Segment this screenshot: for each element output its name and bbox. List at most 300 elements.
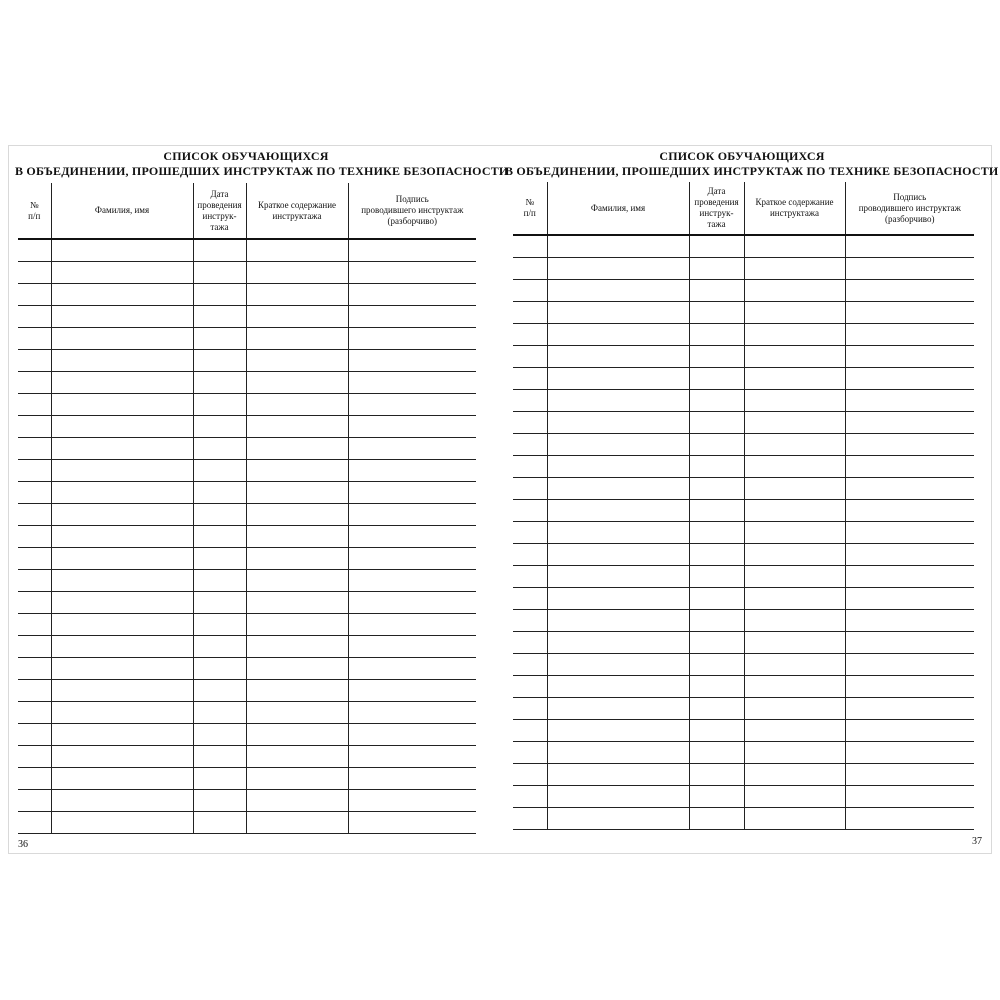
cell-content[interactable] [744, 566, 845, 588]
cell-signature[interactable] [845, 346, 974, 368]
table-row [513, 742, 974, 764]
cell-content[interactable] [744, 258, 845, 280]
cell-content[interactable] [246, 460, 348, 482]
cell-content[interactable] [744, 742, 845, 764]
cell-content[interactable] [246, 636, 348, 658]
cell-number[interactable] [513, 742, 547, 764]
cell-name[interactable] [547, 235, 689, 258]
cell-content[interactable] [744, 588, 845, 610]
cell-signature[interactable] [348, 548, 476, 570]
cell-name[interactable] [547, 742, 689, 764]
cell-number[interactable] [18, 239, 51, 262]
cell-number[interactable] [513, 456, 547, 478]
cell-signature[interactable] [845, 742, 974, 764]
cell-name[interactable] [547, 544, 689, 566]
cell-name[interactable] [547, 456, 689, 478]
cell-date[interactable] [193, 724, 246, 746]
cell-content[interactable] [246, 239, 348, 262]
cell-name[interactable] [51, 570, 193, 592]
cell-name[interactable] [51, 306, 193, 328]
cell-number[interactable] [513, 324, 547, 346]
table-row [18, 504, 476, 526]
cell-content[interactable] [246, 262, 348, 284]
table-row [513, 676, 974, 698]
cell-content[interactable] [246, 416, 348, 438]
cell-signature[interactable] [845, 720, 974, 742]
cell-number[interactable] [513, 786, 547, 808]
cell-name[interactable] [51, 614, 193, 636]
cell-name[interactable] [51, 790, 193, 812]
cell-date[interactable] [193, 438, 246, 460]
page-title [505, 149, 999, 179]
cell-number[interactable] [18, 636, 51, 658]
cell-date[interactable] [193, 262, 246, 284]
cell-number[interactable] [18, 284, 51, 306]
cell-content[interactable] [246, 724, 348, 746]
cell-date[interactable] [193, 416, 246, 438]
cell-date[interactable] [193, 680, 246, 702]
cell-date[interactable] [193, 328, 246, 350]
cell-signature[interactable] [845, 280, 974, 302]
cell-date[interactable] [689, 764, 744, 786]
cell-date[interactable] [193, 394, 246, 416]
cell-signature[interactable] [348, 570, 476, 592]
column-header-name: Фамилия, имя [51, 183, 193, 239]
cell-date[interactable] [689, 368, 744, 390]
cell-date[interactable] [193, 614, 246, 636]
cell-name[interactable] [51, 812, 193, 834]
cell-content[interactable] [744, 324, 845, 346]
briefing-table [513, 182, 974, 830]
table-row [18, 284, 476, 306]
cell-signature[interactable] [348, 680, 476, 702]
cell-date[interactable] [689, 720, 744, 742]
cell-number[interactable] [18, 768, 51, 790]
column-header-date: Дата проведения инструк- тажа [689, 182, 744, 235]
cell-number[interactable] [18, 438, 51, 460]
cell-date[interactable] [193, 372, 246, 394]
table-row [513, 412, 974, 434]
cell-date[interactable] [193, 570, 246, 592]
cell-name[interactable] [51, 416, 193, 438]
cell-number[interactable] [513, 676, 547, 698]
cell-number[interactable] [513, 258, 547, 280]
column-header-number: № п/п [18, 183, 51, 239]
cell-content[interactable] [246, 680, 348, 702]
cell-content[interactable] [744, 478, 845, 500]
cell-date[interactable] [689, 566, 744, 588]
cell-name[interactable] [547, 566, 689, 588]
cell-date[interactable] [193, 460, 246, 482]
cell-number[interactable] [18, 658, 51, 680]
column-header-signature: Подпись проводившего инструктаж (разборчиво) [348, 183, 476, 239]
cell-number[interactable] [513, 544, 547, 566]
cell-date[interactable] [193, 790, 246, 812]
cell-date[interactable] [689, 434, 744, 456]
cell-signature[interactable] [348, 416, 476, 438]
table-row [18, 526, 476, 548]
cell-name[interactable] [547, 434, 689, 456]
cell-number[interactable] [513, 522, 547, 544]
cell-content[interactable] [744, 390, 845, 412]
cell-signature[interactable] [348, 460, 476, 482]
cell-signature[interactable] [348, 746, 476, 768]
cell-signature[interactable] [845, 390, 974, 412]
cell-date[interactable] [689, 588, 744, 610]
cell-date[interactable] [689, 786, 744, 808]
cell-signature[interactable] [845, 632, 974, 654]
cell-name[interactable] [547, 698, 689, 720]
cell-number[interactable] [18, 460, 51, 482]
cell-name[interactable] [547, 764, 689, 786]
cell-signature[interactable] [348, 328, 476, 350]
cell-signature[interactable] [348, 724, 476, 746]
cell-content[interactable] [246, 482, 348, 504]
cell-name[interactable] [51, 482, 193, 504]
cell-signature[interactable] [348, 526, 476, 548]
cell-number[interactable] [18, 416, 51, 438]
cell-name[interactable] [547, 368, 689, 390]
cell-content[interactable] [246, 328, 348, 350]
cell-name[interactable] [51, 328, 193, 350]
cell-content[interactable] [744, 434, 845, 456]
cell-name[interactable] [547, 720, 689, 742]
cell-date[interactable] [689, 610, 744, 632]
cell-number[interactable] [513, 500, 547, 522]
cell-name[interactable] [51, 460, 193, 482]
cell-number[interactable] [513, 632, 547, 654]
cell-name[interactable] [547, 808, 689, 830]
cell-name[interactable] [547, 346, 689, 368]
cell-content[interactable] [246, 768, 348, 790]
cell-content[interactable] [744, 280, 845, 302]
cell-date[interactable] [689, 346, 744, 368]
cell-number[interactable] [513, 346, 547, 368]
cell-date[interactable] [193, 306, 246, 328]
cell-signature[interactable] [348, 372, 476, 394]
cell-content[interactable] [744, 764, 845, 786]
cell-content[interactable] [246, 790, 348, 812]
cell-number[interactable] [18, 504, 51, 526]
table-row [18, 350, 476, 372]
cell-number[interactable] [18, 526, 51, 548]
cell-content[interactable] [246, 592, 348, 614]
cell-date[interactable] [689, 280, 744, 302]
cell-date[interactable] [689, 698, 744, 720]
cell-date[interactable] [193, 812, 246, 834]
cell-date[interactable] [689, 500, 744, 522]
cell-signature[interactable] [348, 636, 476, 658]
table-row [513, 258, 974, 280]
cell-name[interactable] [51, 438, 193, 460]
cell-number[interactable] [18, 394, 51, 416]
cell-date[interactable] [689, 632, 744, 654]
cell-content[interactable] [246, 526, 348, 548]
cell-date[interactable] [193, 239, 246, 262]
cell-number[interactable] [18, 328, 51, 350]
title-line-2: В ОБЪЕДИНЕНИИ, ПРОШЕДШИХ ИНСТРУКТАЖ ПО ТЕХНИКЕ БЕЗОПАСНОСТИ [15, 164, 509, 178]
cell-date[interactable] [689, 258, 744, 280]
cell-number[interactable] [18, 790, 51, 812]
cell-content[interactable] [744, 720, 845, 742]
cell-name[interactable] [51, 372, 193, 394]
cell-signature[interactable] [845, 764, 974, 786]
cell-name[interactable] [51, 680, 193, 702]
cell-number[interactable] [18, 372, 51, 394]
cell-date[interactable] [689, 324, 744, 346]
cell-content[interactable] [744, 786, 845, 808]
cell-name[interactable] [547, 258, 689, 280]
cell-number[interactable] [18, 702, 51, 724]
cell-date[interactable] [193, 768, 246, 790]
cell-signature[interactable] [845, 566, 974, 588]
cell-content[interactable] [744, 346, 845, 368]
cell-content[interactable] [744, 654, 845, 676]
cell-signature[interactable] [348, 812, 476, 834]
cell-number[interactable] [513, 610, 547, 632]
cell-date[interactable] [193, 350, 246, 372]
cell-number[interactable] [18, 350, 51, 372]
cell-name[interactable] [51, 658, 193, 680]
cell-content[interactable] [744, 500, 845, 522]
cell-content[interactable] [246, 394, 348, 416]
cell-name[interactable] [547, 302, 689, 324]
cell-signature[interactable] [845, 412, 974, 434]
cell-name[interactable] [547, 280, 689, 302]
cell-signature[interactable] [348, 658, 476, 680]
cell-content[interactable] [246, 306, 348, 328]
cell-number[interactable] [18, 812, 51, 834]
cell-number[interactable] [513, 390, 547, 412]
cell-signature[interactable] [348, 482, 476, 504]
cell-number[interactable] [18, 262, 51, 284]
cell-signature[interactable] [845, 368, 974, 390]
cell-signature[interactable] [845, 456, 974, 478]
cell-date[interactable] [193, 702, 246, 724]
cell-name[interactable] [51, 746, 193, 768]
cell-name[interactable] [51, 636, 193, 658]
cell-content[interactable] [744, 808, 845, 830]
cell-number[interactable] [513, 588, 547, 610]
cell-date[interactable] [193, 504, 246, 526]
cell-name[interactable] [547, 654, 689, 676]
cell-date[interactable] [689, 654, 744, 676]
cell-number[interactable] [513, 434, 547, 456]
cell-content[interactable] [246, 504, 348, 526]
cell-number[interactable] [513, 654, 547, 676]
cell-number[interactable] [18, 614, 51, 636]
cell-name[interactable] [51, 702, 193, 724]
cell-number[interactable] [513, 478, 547, 500]
cell-number[interactable] [18, 592, 51, 614]
cell-name[interactable] [547, 632, 689, 654]
cell-number[interactable] [18, 548, 51, 570]
cell-content[interactable] [246, 548, 348, 570]
cell-name[interactable] [51, 504, 193, 526]
table-row [513, 235, 974, 258]
cell-number[interactable] [18, 724, 51, 746]
cell-date[interactable] [193, 548, 246, 570]
cell-signature[interactable] [348, 394, 476, 416]
cell-date[interactable] [689, 302, 744, 324]
table-row [18, 239, 476, 262]
table-row [513, 456, 974, 478]
cell-name[interactable] [51, 768, 193, 790]
cell-name[interactable] [51, 592, 193, 614]
cell-date[interactable] [193, 636, 246, 658]
table-row [513, 434, 974, 456]
cell-date[interactable] [193, 526, 246, 548]
cell-date[interactable] [689, 808, 744, 830]
cell-number[interactable] [513, 808, 547, 830]
cell-number[interactable] [513, 302, 547, 324]
cell-number[interactable] [18, 570, 51, 592]
cell-number[interactable] [18, 746, 51, 768]
cell-signature[interactable] [845, 500, 974, 522]
cell-signature[interactable] [845, 522, 974, 544]
cell-content[interactable] [744, 698, 845, 720]
cell-name[interactable] [547, 500, 689, 522]
table-row [18, 416, 476, 438]
cell-content[interactable] [744, 522, 845, 544]
cell-name[interactable] [51, 394, 193, 416]
cell-signature[interactable] [348, 262, 476, 284]
cell-number[interactable] [18, 482, 51, 504]
cell-content[interactable] [744, 412, 845, 434]
cell-name[interactable] [547, 786, 689, 808]
cell-name[interactable] [51, 284, 193, 306]
cell-content[interactable] [744, 302, 845, 324]
cell-date[interactable] [689, 742, 744, 764]
column-header-content: Краткое содержание инструктажа [246, 183, 348, 239]
cell-number[interactable] [513, 720, 547, 742]
cell-date[interactable] [689, 390, 744, 412]
cell-signature[interactable] [348, 438, 476, 460]
cell-date[interactable] [689, 544, 744, 566]
cell-name[interactable] [51, 262, 193, 284]
cell-content[interactable] [744, 456, 845, 478]
cell-signature[interactable] [845, 258, 974, 280]
cell-content[interactable] [246, 658, 348, 680]
cell-date[interactable] [193, 284, 246, 306]
cell-name[interactable] [51, 724, 193, 746]
cell-signature[interactable] [845, 544, 974, 566]
cell-signature[interactable] [348, 284, 476, 306]
cell-name[interactable] [51, 548, 193, 570]
right-page [501, 146, 999, 853]
cell-name[interactable] [547, 610, 689, 632]
cell-content[interactable] [246, 438, 348, 460]
cell-date[interactable] [689, 676, 744, 698]
cell-signature[interactable] [348, 790, 476, 812]
cell-number[interactable] [513, 566, 547, 588]
cell-signature[interactable] [845, 676, 974, 698]
cell-signature[interactable] [845, 478, 974, 500]
cell-signature[interactable] [845, 698, 974, 720]
cell-signature[interactable] [348, 702, 476, 724]
cell-content[interactable] [744, 544, 845, 566]
cell-signature[interactable] [845, 434, 974, 456]
cell-signature[interactable] [845, 324, 974, 346]
cell-date[interactable] [689, 235, 744, 258]
cell-number[interactable] [513, 412, 547, 434]
cell-name[interactable] [51, 526, 193, 548]
cell-signature[interactable] [845, 786, 974, 808]
cell-name[interactable] [547, 522, 689, 544]
cell-name[interactable] [547, 676, 689, 698]
cell-name[interactable] [547, 588, 689, 610]
cell-name[interactable] [547, 478, 689, 500]
table-row [18, 328, 476, 350]
cell-date[interactable] [193, 746, 246, 768]
cell-number[interactable] [513, 280, 547, 302]
cell-signature[interactable] [845, 588, 974, 610]
cell-name[interactable] [51, 350, 193, 372]
cell-content[interactable] [246, 746, 348, 768]
table-row [513, 544, 974, 566]
cell-signature[interactable] [845, 302, 974, 324]
cell-content[interactable] [246, 702, 348, 724]
cell-number[interactable] [513, 368, 547, 390]
notebook-spread [8, 145, 999, 854]
cell-content[interactable] [744, 368, 845, 390]
cell-content[interactable] [246, 570, 348, 592]
cell-signature[interactable] [845, 610, 974, 632]
cell-content[interactable] [744, 632, 845, 654]
cell-number[interactable] [18, 306, 51, 328]
cell-signature[interactable] [348, 306, 476, 328]
cell-number[interactable] [513, 698, 547, 720]
table-row [513, 566, 974, 588]
cell-date[interactable] [689, 412, 744, 434]
cell-number[interactable] [513, 764, 547, 786]
table-row [18, 812, 476, 834]
cell-signature[interactable] [348, 768, 476, 790]
cell-content[interactable] [246, 372, 348, 394]
cell-signature[interactable] [348, 592, 476, 614]
cell-date[interactable] [193, 658, 246, 680]
cell-content[interactable] [246, 350, 348, 372]
cell-name[interactable] [51, 239, 193, 262]
cell-date[interactable] [193, 592, 246, 614]
cell-name[interactable] [547, 412, 689, 434]
cell-signature[interactable] [845, 235, 974, 258]
cell-signature[interactable] [845, 654, 974, 676]
cell-signature[interactable] [348, 504, 476, 526]
cell-signature[interactable] [348, 614, 476, 636]
cell-content[interactable] [744, 610, 845, 632]
cell-signature[interactable] [348, 350, 476, 372]
cell-date[interactable] [193, 482, 246, 504]
cell-date[interactable] [689, 478, 744, 500]
cell-date[interactable] [689, 522, 744, 544]
cell-number[interactable] [513, 235, 547, 258]
cell-signature[interactable] [845, 808, 974, 830]
column-header-name: Фамилия, имя [547, 182, 689, 235]
cell-content[interactable] [744, 676, 845, 698]
cell-number[interactable] [18, 680, 51, 702]
cell-name[interactable] [547, 324, 689, 346]
cell-content[interactable] [246, 614, 348, 636]
cell-name[interactable] [547, 390, 689, 412]
cell-date[interactable] [689, 456, 744, 478]
cell-content[interactable] [246, 812, 348, 834]
cell-signature[interactable] [348, 239, 476, 262]
table-header-row [18, 183, 476, 239]
cell-content[interactable] [246, 284, 348, 306]
table-row [513, 764, 974, 786]
cell-content[interactable] [744, 235, 845, 258]
